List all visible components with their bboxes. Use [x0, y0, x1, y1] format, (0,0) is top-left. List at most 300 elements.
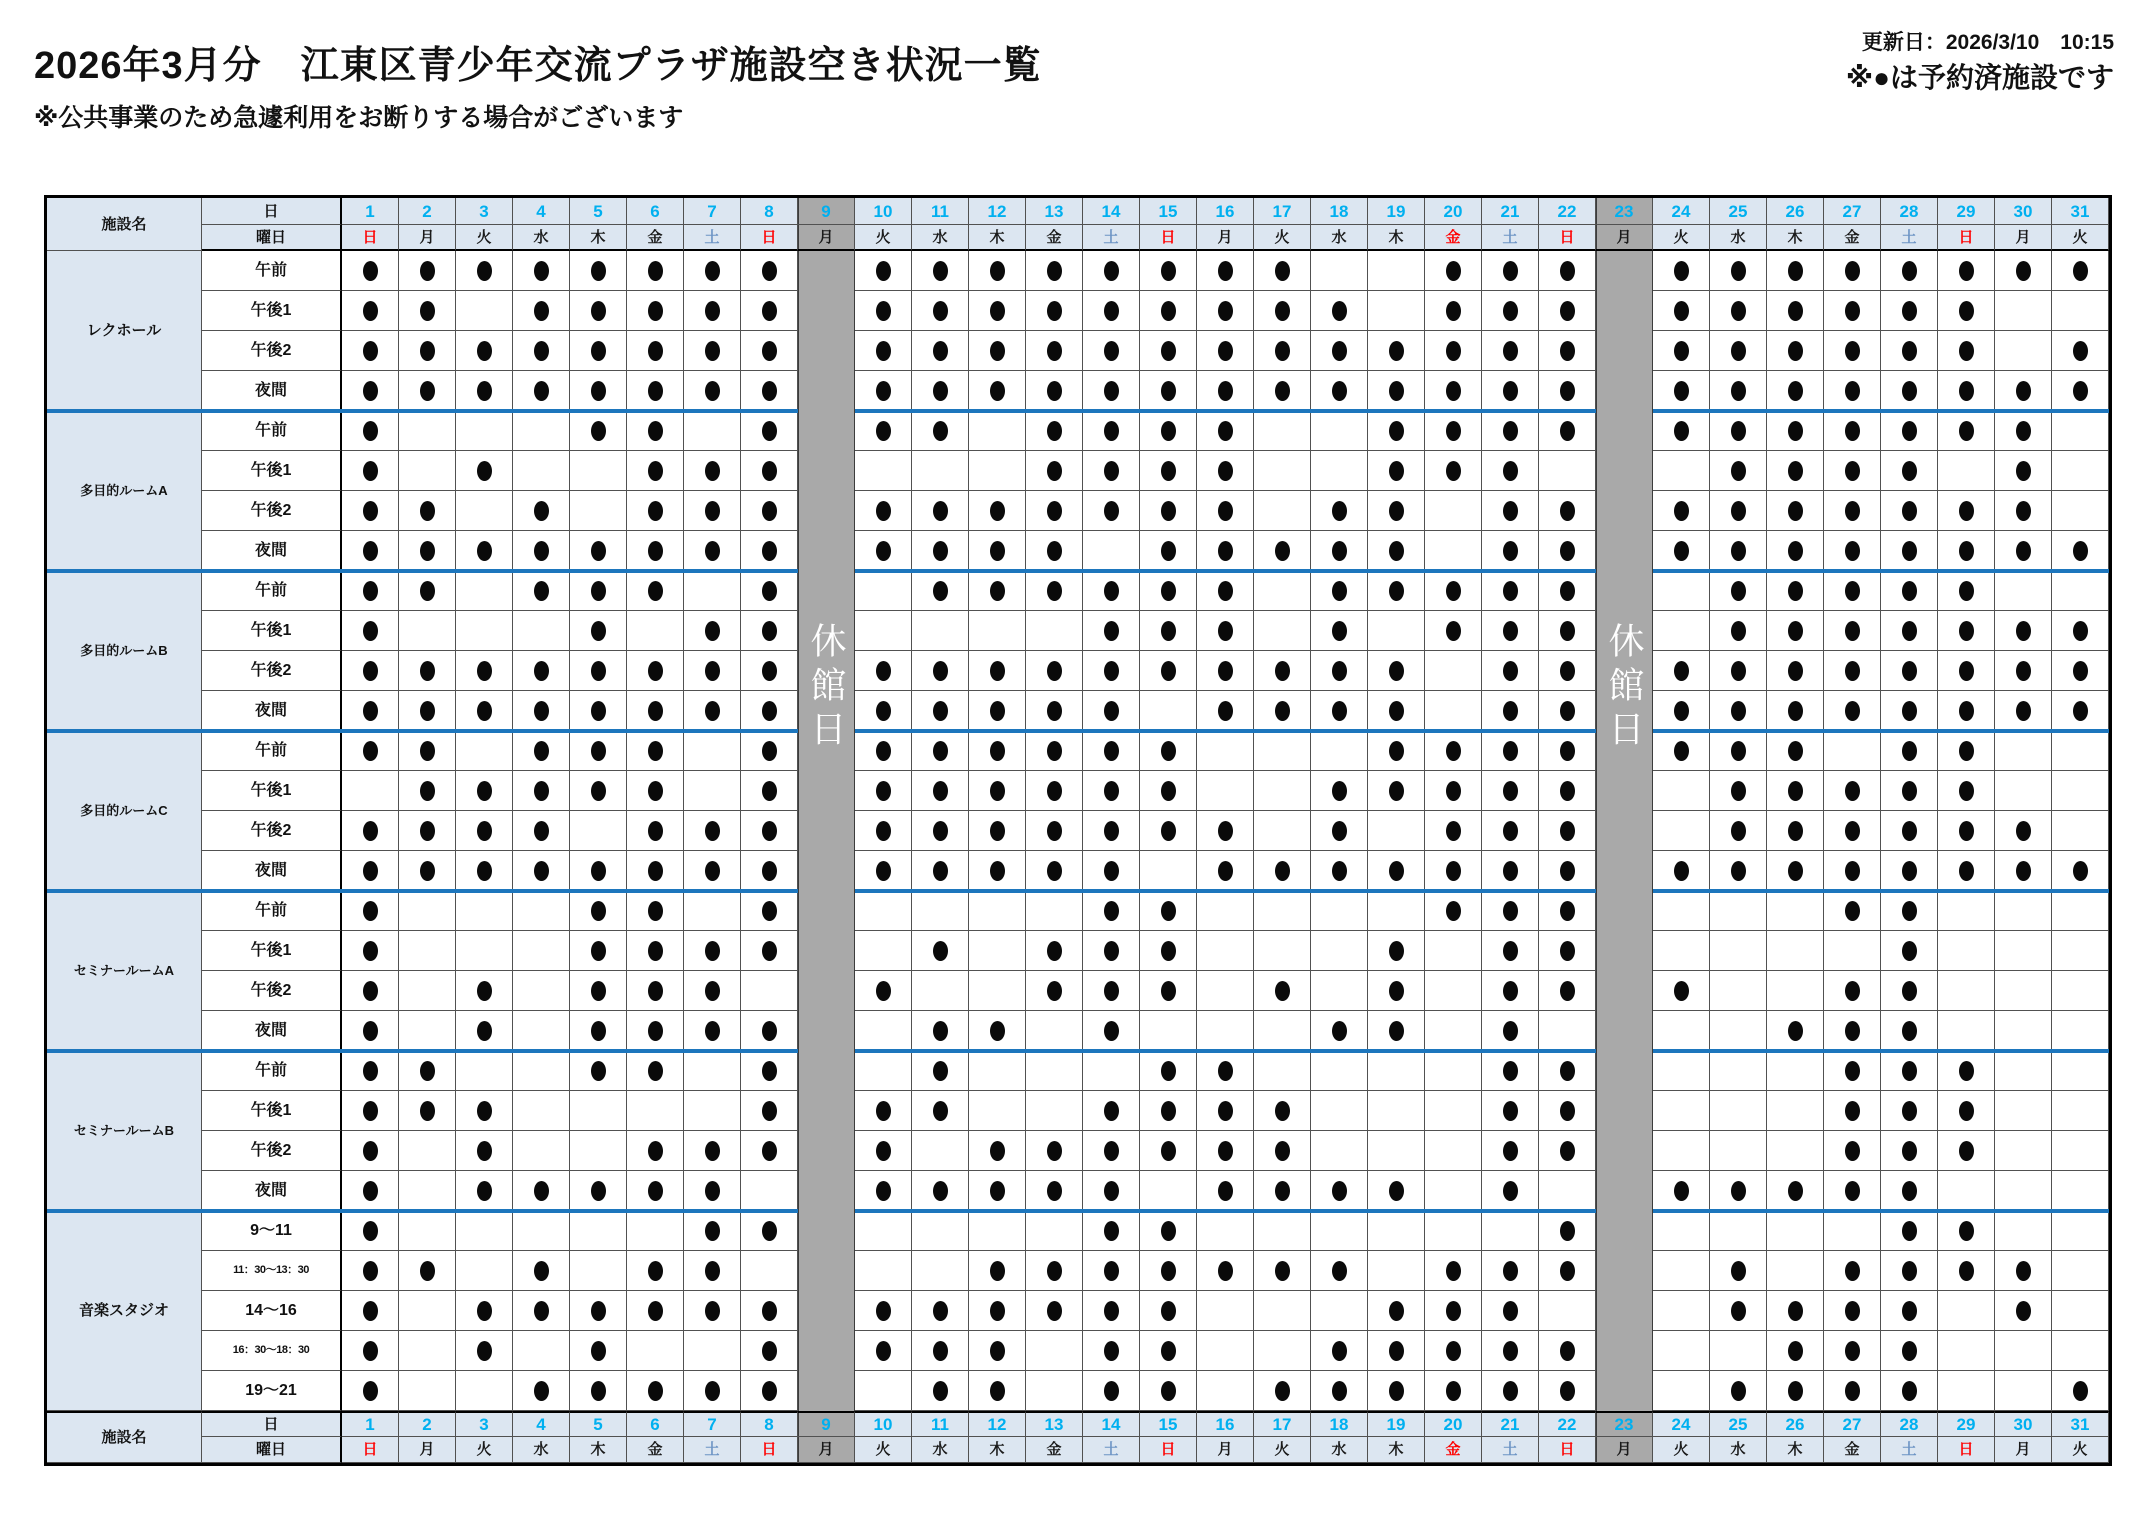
time-slot-label: 午前	[202, 571, 342, 611]
availability-cell	[570, 1371, 627, 1411]
availability-cell	[1710, 1291, 1767, 1331]
availability-cell	[912, 891, 969, 931]
reserved-dot	[420, 1061, 435, 1081]
availability-cell	[1197, 691, 1254, 731]
availability-cell	[1368, 691, 1425, 731]
availability-cell	[741, 1211, 798, 1251]
availability-cell	[1026, 651, 1083, 691]
day-footer: 25	[1710, 1411, 1767, 1437]
availability-cell	[1140, 411, 1197, 451]
availability-cell	[684, 891, 741, 931]
availability-cell	[1197, 1171, 1254, 1211]
availability-cell	[1767, 291, 1824, 331]
reserved-dot	[1959, 341, 1974, 361]
availability-cell	[1083, 851, 1140, 891]
availability-cell	[570, 1251, 627, 1291]
availability-cell	[912, 411, 969, 451]
day-header: 23	[1596, 198, 1653, 225]
availability-cell	[1197, 971, 1254, 1011]
reserved-dot	[1959, 661, 1974, 681]
availability-cell	[1995, 771, 2052, 811]
availability-cell	[1710, 331, 1767, 371]
availability-cell	[627, 451, 684, 491]
reserved-dot	[1902, 1021, 1917, 1041]
weekday-header: 土	[1083, 225, 1140, 251]
availability-cell	[912, 1091, 969, 1131]
reserved-dot	[1845, 621, 1860, 641]
facility-name: セミナールームB	[47, 1051, 202, 1211]
reserved-dot	[648, 541, 663, 561]
availability-cell	[855, 1131, 912, 1171]
day-footer: 22	[1539, 1411, 1596, 1437]
reserved-dot	[1389, 1301, 1404, 1321]
day-header: 30	[1995, 198, 2052, 225]
availability-cell	[1083, 1171, 1140, 1211]
weekday-header: 月	[399, 225, 456, 251]
availability-cell	[684, 1051, 741, 1091]
day-footer: 11	[912, 1411, 969, 1437]
availability-cell	[1938, 1211, 1995, 1251]
availability-cell	[1539, 1331, 1596, 1371]
availability-cell	[1710, 411, 1767, 451]
reserved-dot	[990, 861, 1005, 881]
availability-cell	[969, 931, 1026, 971]
reserved-dot	[1731, 661, 1746, 681]
reserved-dot	[1275, 1101, 1290, 1121]
availability-cell	[627, 811, 684, 851]
reserved-dot	[363, 301, 378, 321]
reserved-dot	[1902, 621, 1917, 641]
availability-cell	[1938, 251, 1995, 291]
availability-cell	[627, 1051, 684, 1091]
reserved-dot	[1161, 741, 1176, 761]
availability-cell	[1083, 1051, 1140, 1091]
reserved-dot	[1389, 1341, 1404, 1361]
reserved-dot	[2073, 701, 2088, 721]
availability-cell	[855, 251, 912, 291]
availability-cell	[1824, 451, 1881, 491]
weekday-footer: 火	[1254, 1437, 1311, 1463]
availability-cell	[1083, 1211, 1140, 1251]
day-footer: 17	[1254, 1411, 1311, 1437]
reserved-dot	[762, 621, 777, 641]
reserved-dot	[1104, 1221, 1119, 1241]
availability-cell	[1881, 811, 1938, 851]
availability-cell	[627, 1091, 684, 1131]
availability-cell	[1425, 1051, 1482, 1091]
availability-cell	[1311, 691, 1368, 731]
reserved-dot	[1788, 1021, 1803, 1041]
availability-cell	[1083, 411, 1140, 451]
reserved-dot	[363, 1061, 378, 1081]
availability-cell	[513, 1251, 570, 1291]
day-header: 20	[1425, 198, 1482, 225]
availability-cell	[2052, 651, 2109, 691]
time-slot-label: 午後1	[202, 291, 342, 331]
reserved-dot	[1047, 661, 1062, 681]
reserved-dot	[1104, 741, 1119, 761]
availability-cell	[513, 251, 570, 291]
availability-cell	[1710, 971, 1767, 1011]
availability-cell	[1710, 491, 1767, 531]
availability-cell	[1368, 1331, 1425, 1371]
availability-cell	[513, 1291, 570, 1331]
availability-cell	[1425, 1331, 1482, 1371]
reserved-dot	[876, 1101, 891, 1121]
availability-cell	[855, 1051, 912, 1091]
availability-cell	[1767, 1171, 1824, 1211]
availability-cell	[1140, 571, 1197, 611]
availability-cell	[513, 931, 570, 971]
availability-cell	[2052, 331, 2109, 371]
availability-cell	[1881, 451, 1938, 491]
reserved-dot	[1560, 1381, 1575, 1401]
day-footer: 26	[1767, 1411, 1824, 1437]
availability-cell	[456, 491, 513, 531]
availability-cell	[1995, 371, 2052, 411]
reserved-dot	[990, 1021, 1005, 1041]
reserved-dot	[1218, 341, 1233, 361]
availability-cell	[969, 971, 1026, 1011]
reserved-dot	[1731, 381, 1746, 401]
availability-cell	[1254, 891, 1311, 931]
availability-cell	[513, 291, 570, 331]
weekday-header: 日	[342, 225, 399, 251]
reserved-dot	[1560, 781, 1575, 801]
availability-cell	[741, 371, 798, 411]
facility-name: レクホール	[47, 251, 202, 411]
availability-cell	[855, 371, 912, 411]
reserved-dot	[1047, 781, 1062, 801]
reserved-dot	[762, 1341, 777, 1361]
reserved-dot	[1560, 381, 1575, 401]
availability-cell	[2052, 891, 2109, 931]
facility-column-footer: 施設名	[47, 1411, 202, 1463]
availability-cell	[2052, 691, 2109, 731]
reserved-dot	[1332, 701, 1347, 721]
reserved-dot	[1161, 1221, 1176, 1241]
reserved-dot	[1560, 301, 1575, 321]
availability-cell	[1767, 851, 1824, 891]
availability-cell	[1824, 1091, 1881, 1131]
reserved-dot	[705, 821, 720, 841]
availability-cell	[1254, 1211, 1311, 1251]
reserved-dot	[1104, 901, 1119, 921]
availability-cell	[1995, 1091, 2052, 1131]
availability-cell	[1482, 1291, 1539, 1331]
availability-cell	[1254, 651, 1311, 691]
reserved-dot	[1446, 861, 1461, 881]
availability-cell	[342, 1131, 399, 1171]
availability-cell	[1995, 651, 2052, 691]
reserved-dot	[1446, 1301, 1461, 1321]
availability-cell	[1311, 491, 1368, 531]
availability-cell	[741, 1251, 798, 1291]
reserved-dot	[762, 1381, 777, 1401]
availability-cell	[741, 531, 798, 571]
reserved-dot	[363, 981, 378, 1001]
reserved-dot	[2073, 541, 2088, 561]
availability-cell	[1995, 1291, 2052, 1331]
reserved-dot	[1275, 341, 1290, 361]
availability-cell	[570, 531, 627, 571]
reserved-dot	[990, 1261, 1005, 1281]
reserved-dot	[1845, 541, 1860, 561]
availability-cell	[1197, 451, 1254, 491]
availability-cell	[513, 571, 570, 611]
availability-cell	[1026, 1051, 1083, 1091]
availability-cell	[1824, 691, 1881, 731]
availability-cell	[969, 851, 1026, 891]
availability-cell	[684, 851, 741, 891]
reserved-dot	[591, 981, 606, 1001]
availability-cell	[1710, 651, 1767, 691]
availability-cell	[1995, 251, 2052, 291]
reserved-dot	[1503, 261, 1518, 281]
availability-cell	[399, 451, 456, 491]
reserved-dot	[2016, 821, 2031, 841]
availability-cell	[1368, 451, 1425, 491]
reserved-dot	[705, 861, 720, 881]
reserved-dot	[1731, 501, 1746, 521]
reserved-dot	[1332, 621, 1347, 641]
reserved-dot	[1389, 741, 1404, 761]
availability-cell	[1824, 251, 1881, 291]
reserved-dot	[1446, 901, 1461, 921]
availability-cell	[1425, 811, 1482, 851]
reserved-dot	[1275, 1381, 1290, 1401]
reserved-dot	[1788, 461, 1803, 481]
availability-cell	[570, 931, 627, 971]
availability-cell	[1311, 1211, 1368, 1251]
reserved-dot	[1731, 541, 1746, 561]
reserved-dot	[1104, 661, 1119, 681]
reserved-dot	[1902, 1221, 1917, 1241]
closed-day-label: 休館日	[806, 622, 847, 754]
availability-cell	[969, 1011, 1026, 1051]
reserved-dot	[1104, 1261, 1119, 1281]
reserved-dot	[1275, 261, 1290, 281]
reserved-dot	[420, 581, 435, 601]
reserved-dot	[1902, 1101, 1917, 1121]
weekday-footer: 月	[399, 1437, 456, 1463]
availability-cell	[342, 1011, 399, 1051]
availability-cell	[570, 1211, 627, 1251]
reserved-dot	[2073, 1381, 2088, 1401]
reserved-dot	[933, 261, 948, 281]
availability-cell	[1368, 1371, 1425, 1411]
availability-cell	[1368, 611, 1425, 651]
reserved-dot	[477, 821, 492, 841]
day-footer: 7	[684, 1411, 741, 1437]
availability-cell	[1368, 891, 1425, 931]
availability-cell	[1710, 531, 1767, 571]
availability-cell	[1539, 1211, 1596, 1251]
reserved-dot	[1902, 941, 1917, 961]
reserved-dot	[477, 661, 492, 681]
availability-cell	[399, 1131, 456, 1171]
reserved-dot	[363, 861, 378, 881]
reserved-dot	[1503, 421, 1518, 441]
availability-cell	[1938, 771, 1995, 811]
availability-cell	[1938, 1331, 1995, 1371]
reserved-dot	[1560, 1101, 1575, 1121]
time-slot-label: 午後1	[202, 451, 342, 491]
reserved-dot	[1959, 821, 1974, 841]
reserved-dot	[1845, 1021, 1860, 1041]
availability-cell	[1083, 331, 1140, 371]
availability-cell	[627, 691, 684, 731]
availability-cell	[1482, 771, 1539, 811]
availability-cell	[741, 331, 798, 371]
availability-cell	[912, 1131, 969, 1171]
availability-cell	[855, 1331, 912, 1371]
weekday-footer: 火	[855, 1437, 912, 1463]
reserved-dot	[705, 701, 720, 721]
weekday-footer: 日	[342, 1437, 399, 1463]
day-footer: 8	[741, 1411, 798, 1437]
reserved-dot	[1332, 1381, 1347, 1401]
availability-cell	[1197, 571, 1254, 611]
weekday-footer: 日	[741, 1437, 798, 1463]
availability-cell	[570, 371, 627, 411]
reserved-dot	[648, 861, 663, 881]
reserved-dot	[1560, 621, 1575, 641]
reserved-dot	[591, 741, 606, 761]
availability-cell	[912, 1051, 969, 1091]
reserved-dot	[1503, 861, 1518, 881]
availability-cell	[456, 971, 513, 1011]
availability-cell	[1140, 371, 1197, 411]
availability-cell	[684, 451, 741, 491]
availability-cell	[1026, 731, 1083, 771]
availability-cell	[741, 491, 798, 531]
availability-cell	[2052, 1371, 2109, 1411]
availability-cell	[1425, 371, 1482, 411]
reserved-dot	[1446, 1261, 1461, 1281]
reserved-dot	[1332, 541, 1347, 561]
reserved-dot	[1503, 901, 1518, 921]
availability-cell	[570, 1291, 627, 1331]
reserved-dot	[420, 1101, 435, 1121]
availability-cell	[912, 531, 969, 571]
availability-cell	[399, 1171, 456, 1211]
reserved-dot	[1902, 901, 1917, 921]
block-separator-line	[47, 569, 2109, 573]
reserved-dot	[1731, 301, 1746, 321]
availability-cell	[969, 491, 1026, 531]
reserved-dot	[705, 541, 720, 561]
availability-cell	[684, 1291, 741, 1331]
availability-cell	[1425, 1251, 1482, 1291]
reserved-dot	[1218, 1181, 1233, 1201]
availability-cell	[912, 651, 969, 691]
time-slot-label: 19～21	[202, 1371, 342, 1411]
reserved-dot	[1161, 621, 1176, 641]
weekday-header: 火	[855, 225, 912, 251]
reserved-dot	[762, 1221, 777, 1241]
reserved-dot	[1275, 1181, 1290, 1201]
availability-cell	[513, 811, 570, 851]
availability-cell	[513, 371, 570, 411]
availability-cell	[1710, 1371, 1767, 1411]
reserved-dot	[1788, 621, 1803, 641]
reserved-dot	[762, 381, 777, 401]
reserved-dot	[2016, 461, 2031, 481]
availability-cell	[1197, 731, 1254, 771]
availability-cell	[456, 891, 513, 931]
reserved-dot	[477, 261, 492, 281]
reserved-dot	[2016, 421, 2031, 441]
weekday-footer: 日	[1938, 1437, 1995, 1463]
weekday-footer: 土	[1083, 1437, 1140, 1463]
availability-cell	[1767, 771, 1824, 811]
availability-cell	[1197, 1331, 1254, 1371]
time-slot-label: 午前	[202, 1051, 342, 1091]
reserved-dot	[1161, 781, 1176, 801]
availability-cell	[1824, 1251, 1881, 1291]
reserved-dot	[1503, 661, 1518, 681]
availability-cell	[2052, 931, 2109, 971]
availability-cell	[1824, 851, 1881, 891]
reserved-dot	[933, 701, 948, 721]
weekday-header: 土	[1881, 225, 1938, 251]
reserved-dot	[762, 461, 777, 481]
reserved-dot	[762, 421, 777, 441]
availability-cell	[1938, 691, 1995, 731]
availability-cell	[1425, 771, 1482, 811]
availability-cell	[456, 411, 513, 451]
availability-cell	[1710, 851, 1767, 891]
reserved-dot	[933, 741, 948, 761]
availability-cell	[342, 531, 399, 571]
reserved-dot	[1218, 861, 1233, 881]
availability-cell	[399, 811, 456, 851]
reserved-dot	[1161, 901, 1176, 921]
availability-cell	[1995, 531, 2052, 571]
reserved-dot	[705, 1181, 720, 1201]
availability-cell	[1881, 931, 1938, 971]
availability-cell	[1539, 451, 1596, 491]
availability-cell	[1881, 251, 1938, 291]
availability-cell	[1482, 811, 1539, 851]
availability-cell	[1881, 691, 1938, 731]
reserved-dot	[1788, 1341, 1803, 1361]
reserved-dot	[1845, 821, 1860, 841]
availability-cell	[399, 411, 456, 451]
reserved-dot	[2016, 661, 2031, 681]
reserved-dot	[1161, 301, 1176, 321]
reserved-dot	[648, 1301, 663, 1321]
availability-cell	[456, 771, 513, 811]
reserved-dot	[876, 821, 891, 841]
availability-cell	[1083, 1011, 1140, 1051]
availability-cell	[1083, 1331, 1140, 1371]
availability-cell	[1140, 451, 1197, 491]
time-slot-label: 16：30～18：30	[202, 1331, 342, 1371]
day-footer: 2	[399, 1411, 456, 1437]
availability-cell	[570, 731, 627, 771]
availability-cell	[399, 1371, 456, 1411]
reserved-dot	[420, 341, 435, 361]
reserved-dot	[534, 261, 549, 281]
day-footer: 29	[1938, 1411, 1995, 1437]
availability-cell	[1767, 1371, 1824, 1411]
reserved-dot	[933, 1061, 948, 1081]
availability-cell	[1197, 851, 1254, 891]
reserved-dot	[1047, 821, 1062, 841]
availability-cell	[1197, 1211, 1254, 1251]
